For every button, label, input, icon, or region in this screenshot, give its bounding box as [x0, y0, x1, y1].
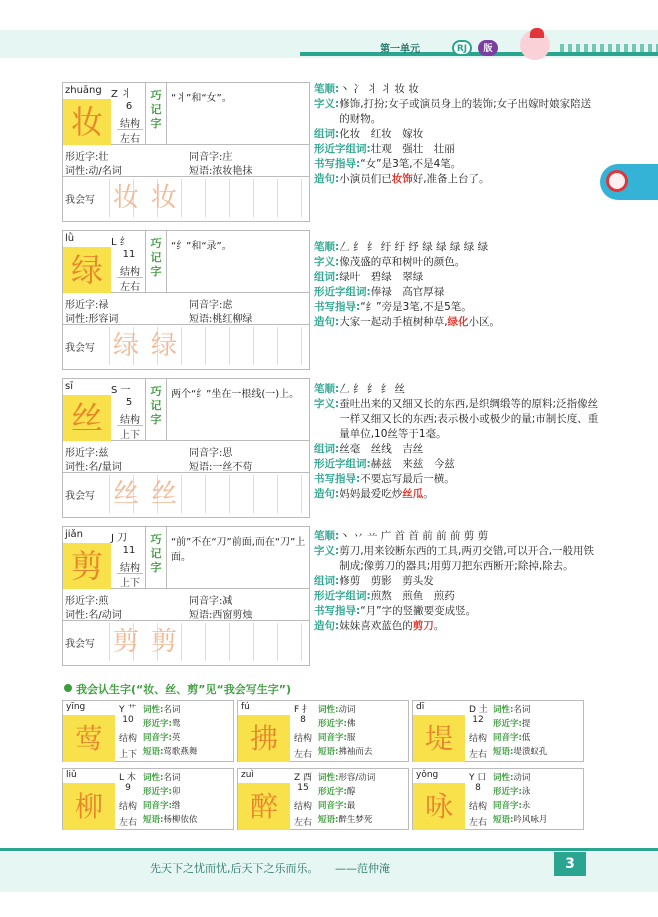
- pinyin: jiǎn: [65, 529, 84, 540]
- sentence-highlight: 剪刀: [412, 620, 434, 632]
- explanation-zhuang: [314, 82, 600, 187]
- pos: 名词: [163, 773, 181, 783]
- similar-words-label: 形近字组词:: [314, 458, 371, 470]
- words: 绿叶 碧绿 翠绿: [339, 271, 424, 283]
- stroke-count: 6: [125, 101, 133, 112]
- meaning: 像茂盛的草和树叶的颜色。: [339, 256, 466, 268]
- part-of-speech: 词性:动/名词: [65, 166, 122, 177]
- sentence-post: 。: [423, 488, 434, 500]
- structure-label: 结构: [120, 563, 140, 574]
- structure-value: 左右: [117, 277, 143, 293]
- radical: J 刀: [111, 533, 128, 544]
- pos: 名词: [163, 705, 181, 715]
- phrase: 杨柳依依: [163, 815, 198, 825]
- mnemonic-label: 巧记字: [145, 231, 167, 292]
- pos: 名词: [513, 705, 531, 715]
- structure-value: 上下: [117, 573, 143, 589]
- words: 修剪 剪影 剪头发: [339, 575, 434, 587]
- sentence-label: 造句:: [314, 620, 340, 632]
- stroke-count: 15: [297, 783, 309, 793]
- big-character: 妆: [63, 99, 111, 145]
- structure-label: 结构: [468, 802, 487, 812]
- mini-card-fu: [237, 700, 409, 762]
- structure-value: 上下: [118, 750, 137, 760]
- homophone: 同音字:虑: [189, 300, 233, 311]
- writing-tip: “纟”旁是3笔,不是5笔。: [360, 301, 472, 313]
- mini-card-yong: [412, 768, 584, 830]
- mnemonic-label: 巧记字: [145, 379, 167, 440]
- words: 丝毫 丝线 吉丝: [339, 443, 424, 455]
- structure-value: 左右: [468, 818, 487, 828]
- similar-words: 俸禄 高官厚禄: [370, 286, 445, 298]
- mnemonic-text: “丬”和“女”。: [171, 93, 232, 104]
- sentence-pre: 妈妈最爱吃炒: [339, 488, 403, 500]
- unit-title: 第一单元: [380, 44, 420, 55]
- words-label: 组词:: [314, 443, 340, 455]
- pos: 动词: [338, 705, 356, 715]
- homophone-label: 同音字:: [318, 801, 347, 811]
- big-character: 拂: [238, 715, 290, 762]
- mini-card-di: [412, 700, 584, 762]
- pos-label: 词性:: [493, 705, 514, 715]
- meaning-label: 字义:: [314, 398, 340, 410]
- stroke-count: 5: [125, 397, 133, 408]
- sentence-pre: 妹妹喜欢蓝色的: [339, 620, 413, 632]
- big-character: 丝: [63, 395, 111, 441]
- homophone: 英: [171, 733, 181, 743]
- homophone: 同音字:庄: [189, 152, 233, 163]
- stroke-order-label: 笔顺:: [314, 83, 340, 95]
- similar-label: 形近字:: [318, 787, 347, 797]
- mnemonic-text: 两个“纟”坐在一根线(一)上。: [171, 389, 300, 400]
- similar-char: 形近字:壮: [65, 152, 109, 163]
- sentence-post: 小区。: [468, 316, 501, 328]
- structure-value: 左右: [117, 129, 143, 145]
- pinyin: yǒng: [416, 770, 439, 780]
- stroke-count: 11: [122, 249, 136, 260]
- char-card-zhuang: [62, 82, 310, 222]
- similar-words-label: 形近字组词:: [314, 286, 371, 298]
- homophone: 低: [521, 733, 531, 743]
- similar-label: 形近字:: [318, 719, 347, 729]
- stroke-order: 丶 丷 䒑 广 首 首 前 前 前 剪 剪: [339, 530, 489, 542]
- phrase: 短语:桃红柳绿: [189, 314, 253, 325]
- page-number: 3: [554, 852, 586, 876]
- homophone: 绺: [171, 801, 181, 811]
- meaning-label: 字义:: [314, 98, 340, 110]
- writing-tip: “月”字的竖撇要变成竖。: [360, 605, 477, 617]
- pinyin: lǜ: [65, 233, 75, 244]
- pos-label: 词性:: [318, 773, 339, 783]
- similar: 醇: [346, 787, 356, 797]
- meaning-label: 字义:: [314, 545, 340, 557]
- similar-words-label: 形近字组词:: [314, 143, 371, 155]
- mini-card-zui: [237, 768, 409, 830]
- stroke-count: 12: [472, 715, 484, 725]
- similar-words-label: 形近字组词:: [314, 590, 371, 602]
- structure-label: 结构: [118, 802, 137, 812]
- structure-label: 结构: [468, 734, 487, 744]
- tracing-chars: 妆妆: [109, 179, 307, 217]
- writing-tip-label: 书写指导:: [314, 158, 361, 170]
- similar: 泳: [521, 787, 531, 797]
- big-character: 咏: [413, 783, 465, 830]
- side-face-icon: [606, 170, 628, 192]
- radical: Z 酉: [294, 773, 313, 783]
- homophone-label: 同音字:: [493, 801, 522, 811]
- pinyin: zhuāng: [65, 85, 102, 96]
- radical: D 土: [469, 705, 488, 715]
- pinyin: dī: [416, 702, 425, 712]
- stroke-count: 9: [125, 783, 131, 793]
- char-card-lv: [62, 230, 310, 370]
- explanation-lv: [314, 240, 600, 330]
- edition-badge: 版: [478, 40, 498, 56]
- section-dot-icon: [64, 684, 72, 692]
- structure-label: 结构: [118, 734, 137, 744]
- stroke-count: 11: [122, 545, 136, 556]
- big-character: 莺: [63, 715, 115, 762]
- meaning: 剪刀,用来铰断东西的工具,两刃交错,可以开合,一般用铁制成;像剪刀的器具;用剪刀把东西断开;除掉,除去。: [339, 545, 595, 572]
- meaning-label: 字义:: [314, 256, 340, 268]
- similar-words: 赫兹 来兹 今兹: [370, 458, 455, 470]
- structure-label: 结构: [293, 734, 312, 744]
- phrase: 吟风咏月: [513, 815, 548, 825]
- sentence-highlight: 绿化: [447, 316, 469, 328]
- similar-label: 形近字:: [143, 787, 172, 797]
- big-character: 柳: [63, 783, 115, 830]
- stroke-count: 8: [475, 783, 481, 793]
- writing-tip-label: 书写指导:: [314, 301, 361, 313]
- structure-value: 左右: [293, 818, 312, 828]
- mnemonic-text: “前”不在“刀”前面,而在“刀”上面。: [171, 537, 306, 563]
- rj-badge: RJ: [452, 40, 472, 56]
- sentence-post: 。: [433, 620, 445, 632]
- sentence-label: 造句:: [314, 316, 340, 328]
- mnemonic-label: 巧记字: [145, 527, 167, 588]
- stroke-order: 丶 冫 丬 丬 妆 妆: [339, 83, 419, 95]
- big-character: 绿: [63, 247, 111, 293]
- part-of-speech: 词性:名/动词: [65, 610, 122, 621]
- structure-value: 上下: [117, 425, 143, 441]
- decorative-squares: [560, 44, 658, 54]
- sentence-pre: 大家一起动手植树种草,: [339, 316, 448, 328]
- stroke-order-label: 笔顺:: [314, 530, 340, 542]
- phrase-label: 短语:: [318, 815, 339, 825]
- writing-tip-label: 书写指导:: [314, 473, 361, 485]
- radical: L 木: [119, 773, 136, 783]
- part-of-speech: 词性:名/量词: [65, 462, 122, 473]
- tracing-chars: 剪剪: [109, 623, 307, 661]
- structure-value: 左右: [118, 818, 137, 828]
- meaning: 修饰,打扮;女子或演员身上的装饰;女子出嫁时娘家陪送的财物。: [339, 98, 592, 125]
- stroke-order: 𠃋 纟 纟 纟 丝: [339, 383, 406, 395]
- pinyin: fú: [241, 702, 250, 712]
- similar-label: 形近字:: [493, 787, 522, 797]
- phrase: 短语:西窗剪烛: [189, 610, 253, 621]
- explanation-si: [314, 382, 600, 502]
- big-character: 醉: [238, 783, 290, 830]
- phrase-label: 短语:: [143, 747, 164, 757]
- homophone: 最: [346, 801, 356, 811]
- homophone: 服: [346, 733, 356, 743]
- similar-label: 形近字:: [493, 719, 522, 729]
- structure-label: 结构: [120, 119, 140, 130]
- pinyin: zuì: [241, 770, 254, 780]
- homophone: 同音字:思: [189, 448, 233, 459]
- mnemonic-text: “纟”和“录”。: [171, 241, 232, 252]
- similar-char: 形近字:禄: [65, 300, 109, 311]
- write-label: 我会写: [65, 195, 95, 206]
- similar: 佛: [346, 719, 356, 729]
- phrase: 短语:浓妆艳抹: [189, 166, 253, 177]
- structure-label: 结构: [120, 415, 140, 426]
- similar: 提: [521, 719, 531, 729]
- structure-label: 结构: [120, 267, 140, 278]
- tracing-chars: 丝丝: [109, 475, 307, 513]
- radical: L 纟: [111, 237, 130, 248]
- phrase-label: 短语:: [318, 747, 339, 757]
- words-label: 组词:: [314, 128, 340, 140]
- stroke-count: 10: [122, 715, 134, 725]
- homophone-label: 同音字:: [493, 733, 522, 743]
- footer-quote: 先天下之忧而忧,后天下之乐而乐。 ——范仲淹: [150, 862, 390, 875]
- similar-words: 煎熬 煎鱼 煎药: [370, 590, 455, 602]
- cartoon-hat-icon: [530, 28, 544, 38]
- phrase-label: 短语:: [143, 815, 164, 825]
- similar: 鸳: [171, 719, 181, 729]
- radical: Z 丬: [111, 89, 132, 100]
- big-character: 堤: [413, 715, 465, 762]
- words-label: 组词:: [314, 271, 340, 283]
- similar-words: 壮观 强壮 壮丽: [370, 143, 455, 155]
- pos: 动词: [513, 773, 531, 783]
- tracing-chars: 绿绿: [109, 327, 307, 365]
- similar-char: 形近字:煎: [65, 596, 109, 607]
- homophone-label: 同音字:: [143, 801, 172, 811]
- sentence-highlight: 丝瓜: [402, 488, 424, 500]
- phrase-label: 短语:: [493, 747, 514, 757]
- sentence-label: 造句:: [314, 488, 340, 500]
- footer-line: [0, 848, 658, 851]
- structure-label: 结构: [293, 802, 312, 812]
- section-title: 我会认生字(“妆、丝、剪”见“我会写生字”): [76, 683, 291, 696]
- words: 化妆 红妆 嫁妆: [339, 128, 424, 140]
- phrase-label: 短语:: [493, 815, 514, 825]
- write-label: 我会写: [65, 639, 95, 650]
- homophone-label: 同音字:: [318, 733, 347, 743]
- char-card-si: [62, 378, 310, 518]
- sentence-highlight: 妆饰: [391, 173, 413, 185]
- pos-label: 词性:: [143, 773, 164, 783]
- big-character: 剪: [63, 543, 111, 589]
- homophone-label: 同音字:: [143, 733, 172, 743]
- homophone: 永: [521, 801, 531, 811]
- phrase: 短语:一丝不苟: [189, 462, 253, 473]
- writing-tip: 不要忘写最后一横。: [360, 473, 455, 485]
- phrase: 醉生梦死: [338, 815, 373, 825]
- sentence-post: 好,准备上台了。: [412, 173, 490, 185]
- mnemonic-label: 巧记字: [145, 83, 167, 144]
- pinyin: sī: [65, 381, 73, 392]
- phrase: 莺歌燕舞: [163, 747, 198, 757]
- structure-value: 左右: [468, 750, 487, 760]
- part-of-speech: 词性:形容词: [65, 314, 119, 325]
- char-card-jian: [62, 526, 310, 666]
- meaning: 蚕吐出来的又细又长的东西,是织绸缎等的原料;泛指像丝一样又细又长的东西;表示极小或极少的量;市制长度、重量单位,10丝等于1毫。: [339, 398, 599, 440]
- write-label: 我会写: [65, 343, 95, 354]
- stroke-order-label: 笔顺:: [314, 383, 340, 395]
- pinyin: yīng: [66, 702, 86, 712]
- pos-label: 词性:: [493, 773, 514, 783]
- radical: Y 口: [469, 773, 487, 783]
- radical: S 一: [111, 385, 131, 396]
- homophone: 同音字:减: [189, 596, 233, 607]
- pos-label: 词性:: [143, 705, 164, 715]
- stroke-order: 𠃋 纟 纟 纡 纡 纾 绿 绿 绿 绿 绿: [339, 241, 489, 253]
- similar-char: 形近字:兹: [65, 448, 109, 459]
- writing-tip: “女”是3笔,不是4笔。: [360, 158, 462, 170]
- pos: 形容/动词: [338, 773, 376, 783]
- words-label: 组词:: [314, 575, 340, 587]
- radical: F 扌: [294, 705, 312, 715]
- write-label: 我会写: [65, 491, 95, 502]
- stroke-count: 8: [300, 715, 306, 725]
- mini-card-ying: [62, 700, 234, 762]
- structure-value: 左右: [293, 750, 312, 760]
- pos-label: 词性:: [318, 705, 339, 715]
- phrase: 拂袖而去: [338, 747, 373, 757]
- similar: 卯: [171, 787, 181, 797]
- similar-label: 形近字:: [143, 719, 172, 729]
- explanation-jian: [314, 529, 600, 634]
- mini-card-liu: [62, 768, 234, 830]
- phrase: 堤溃蚁孔: [513, 747, 548, 757]
- sentence-pre: 小演员们已: [339, 173, 392, 185]
- pinyin: liǔ: [66, 770, 77, 780]
- sentence-label: 造句:: [314, 173, 340, 185]
- stroke-order-label: 笔顺:: [314, 241, 340, 253]
- radical: Y 艹: [119, 705, 137, 715]
- writing-tip-label: 书写指导:: [314, 605, 361, 617]
